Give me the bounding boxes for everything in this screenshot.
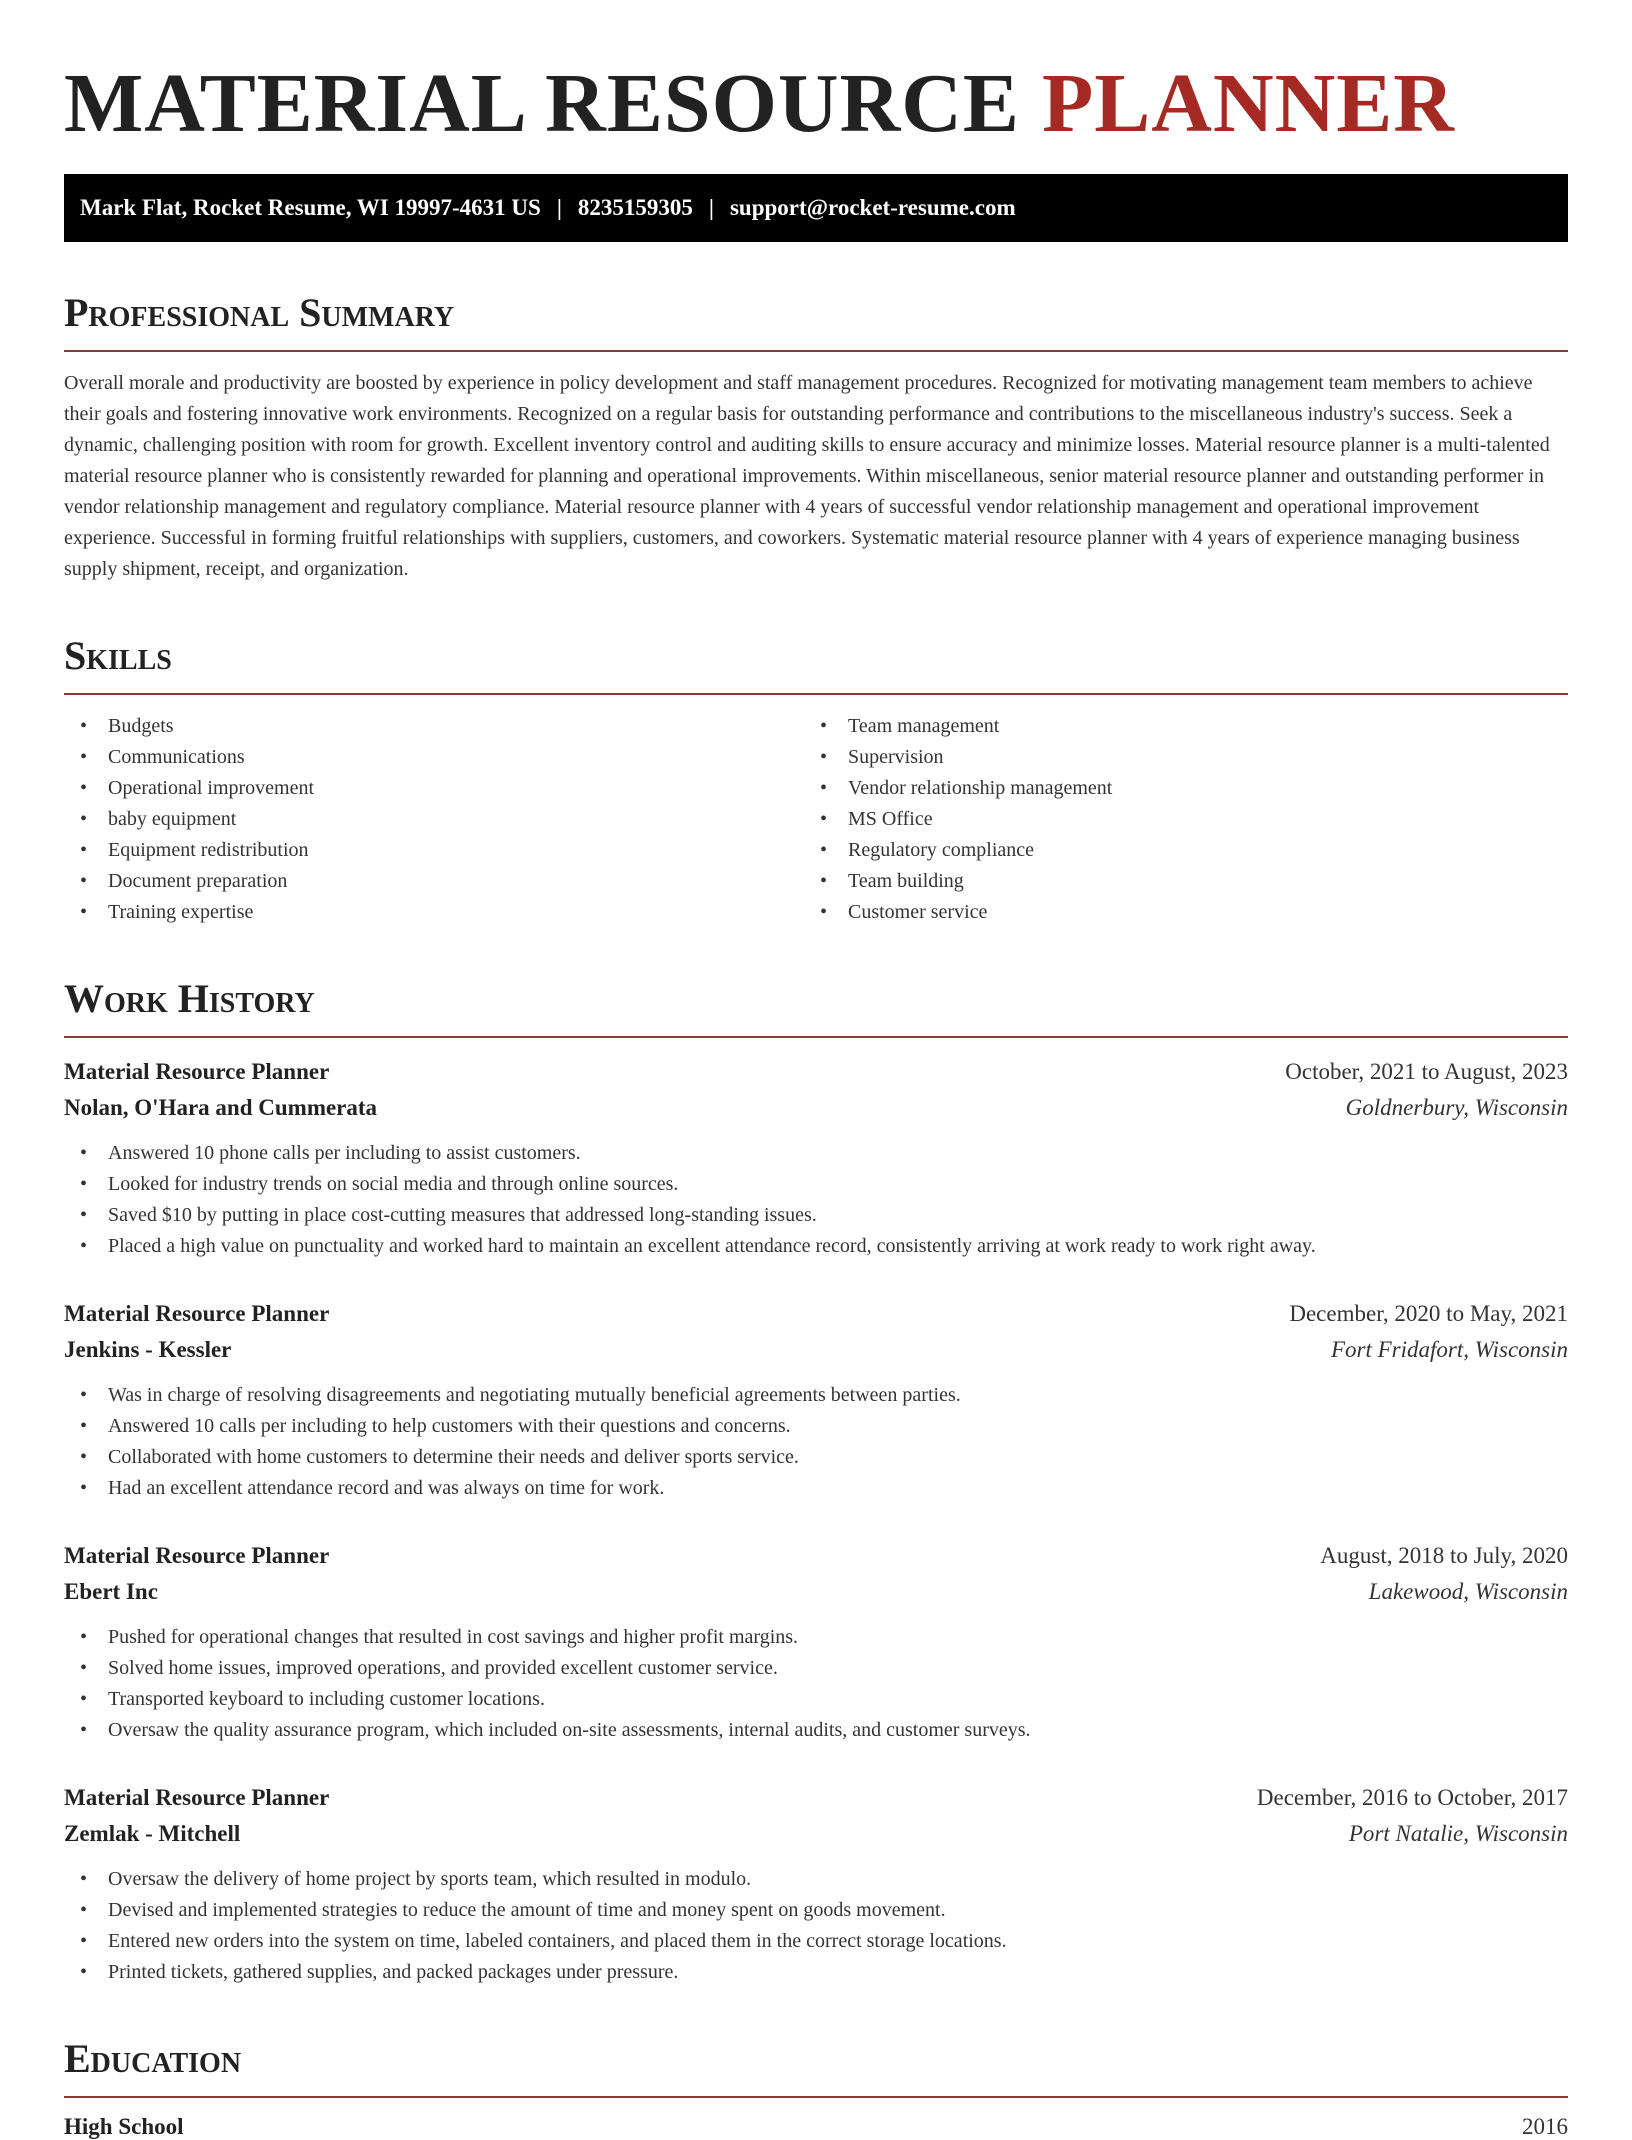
skill-item: • Training expertise	[64, 897, 804, 928]
skill-item: • Supervision	[804, 742, 1544, 773]
skills-column-right	[804, 711, 1544, 928]
job-bullet: • Answered 10 phone calls per including to assist customers.	[64, 1138, 1568, 1169]
job-bullet: • Oversaw the delivery of home project by sports team, which resulted in modulo.	[64, 1864, 1568, 1895]
title-main: MATERIAL RESOURCE	[64, 57, 1020, 150]
job-bullet: • Saved $10 by putting in place cost-cutting measures that addressed long-standing issues.	[64, 1200, 1568, 1231]
job-location: Lakewood, Wisconsin	[1368, 1579, 1568, 1604]
section-divider	[64, 350, 1568, 352]
contact-email: support@rocket-resume.com	[729, 195, 1016, 220]
job-bullet: • Placed a high value on punctuality and worked hard to maintain an excellent attendance record, consistently arriving at work ready to work right away.	[64, 1231, 1568, 1262]
job-dates: December, 2016 to October, 2017	[1256, 1785, 1568, 1810]
section-divider	[64, 1036, 1568, 1038]
job-company: Jenkins - Kessler	[64, 1337, 232, 1362]
job-bullet: • Oversaw the quality assurance program, which included on-site assessments, internal audits, and customer surveys.	[64, 1715, 1568, 1746]
job-bullet: • Answered 10 calls per including to help customers with their questions and concerns.	[64, 1411, 1568, 1442]
resume-page	[64, 0, 1568, 2140]
skill-item: • Document preparation	[64, 866, 804, 897]
job-bullet: • Collaborated with home customers to determine their needs and deliver sports service.	[64, 1442, 1568, 1473]
job-company: Nolan, O'Hara and Cummerata	[64, 1095, 378, 1120]
contact-separator: |	[708, 195, 714, 220]
contact-separator: |	[556, 195, 562, 220]
job-bullets	[64, 1138, 1568, 1262]
education-degree: High School	[64, 2114, 184, 2139]
job-bullets	[64, 1864, 1568, 1988]
job-dates: December, 2020 to May, 2021	[1289, 1301, 1568, 1326]
skills-column-left	[64, 711, 804, 928]
summary-text: Overall morale and productivity are boosted by experience in policy development and staff management procedures. Recognized for motivating management team members to achieve their goals and fostering innovative work environments. Recognized on a regular basis for outstanding performance and contributions to the miscellaneous industry's success. Seek a dynamic, challenging position with room for growth. Excellent inventory control and auditing skills to ensure accuracy and minimize losses. Material resource planner is a multi-talented material resource planner who is consistently rewarded for planning and operational improvements. Within miscellaneous, senior material resource planner and outstanding performer in vendor relationship management and regulatory compliance. Material resource planner with 4 years of successful vendor relationship management and operational improvement experience. Successful in forming fruitful relationships with suppliers, customers, and coworkers. Systematic material resource planner with 4 years of experience managing business supply shipment, receipt, and organization.	[64, 372, 1550, 580]
skill-item: • Regulatory compliance	[804, 835, 1544, 866]
job-location: Port Natalie, Wisconsin	[1348, 1821, 1568, 1846]
job-dates: August, 2018 to July, 2020	[1320, 1543, 1568, 1568]
education-heading: Education	[64, 2036, 242, 2081]
job-entry	[64, 1054, 1568, 1262]
job-entry	[64, 1296, 1568, 1504]
contact-bar	[64, 174, 1568, 242]
resume-title	[64, 0, 1568, 152]
job-bullet: • Looked for industry trends on social media and through online sources.	[64, 1169, 1568, 1200]
job-location: Goldnerbury, Wisconsin	[1345, 1095, 1568, 1120]
job-title: Material Resource Planner	[64, 1543, 330, 1568]
skill-item: • baby equipment	[64, 804, 804, 835]
job-bullet: • Solved home issues, improved operations, and provided excellent customer service.	[64, 1653, 1568, 1684]
job-entry	[64, 1780, 1568, 1988]
education-entry	[64, 2114, 1568, 2140]
job-title: Material Resource Planner	[64, 1059, 330, 1084]
job-bullet: • Pushed for operational changes that resulted in cost savings and higher profit margins.	[64, 1622, 1568, 1653]
title-accent: PLANNER	[1041, 57, 1455, 150]
education-year: 2016	[1522, 2114, 1568, 2139]
job-title: Material Resource Planner	[64, 1785, 330, 1810]
skill-item: • Operational improvement	[64, 773, 804, 804]
skill-item: • Vendor relationship management	[804, 773, 1544, 804]
section-divider	[64, 2096, 1568, 2098]
section-divider	[64, 693, 1568, 695]
job-bullet: • Had an excellent attendance record and was always on time for work.	[64, 1473, 1568, 1504]
job-bullets	[64, 1380, 1568, 1504]
skills-heading: Skills	[64, 633, 172, 678]
skill-item: • Communications	[64, 742, 804, 773]
job-bullets	[64, 1622, 1568, 1746]
job-entry	[64, 1538, 1568, 1746]
job-bullet: • Transported keyboard to including customer locations.	[64, 1684, 1568, 1715]
job-location: Fort Fridafort, Wisconsin	[1330, 1337, 1568, 1362]
contact-address: Mark Flat, Rocket Resume, WI 19997-4631 US	[80, 195, 541, 220]
contact-phone: 8235159305	[577, 195, 693, 220]
job-bullet: • Printed tickets, gathered supplies, and packed packages under pressure.	[64, 1957, 1568, 1988]
job-company: Ebert Inc	[64, 1579, 158, 1604]
skill-item: • Customer service	[804, 897, 1544, 928]
job-dates: October, 2021 to August, 2023	[1285, 1059, 1568, 1084]
skill-item: • Team management	[804, 711, 1544, 742]
skill-item: • Equipment redistribution	[64, 835, 804, 866]
job-bullet: • Devised and implemented strategies to reduce the amount of time and money spent on goods movement.	[64, 1895, 1568, 1926]
work-history-heading: Work History	[64, 976, 315, 1021]
job-company: Zemlak - Mitchell	[64, 1821, 241, 1846]
summary-heading: Professional Summary	[64, 290, 455, 335]
skill-item: • MS Office	[804, 804, 1544, 835]
skill-item: • Budgets	[64, 711, 804, 742]
job-bullet: • Entered new orders into the system on time, labeled containers, and placed them in the correct storage locations.	[64, 1926, 1568, 1957]
job-bullet: • Was in charge of resolving disagreements and negotiating mutually beneficial agreements between parties.	[64, 1380, 1568, 1411]
skill-item: • Team building	[804, 866, 1544, 897]
skills-list	[64, 711, 1568, 928]
job-title: Material Resource Planner	[64, 1301, 330, 1326]
